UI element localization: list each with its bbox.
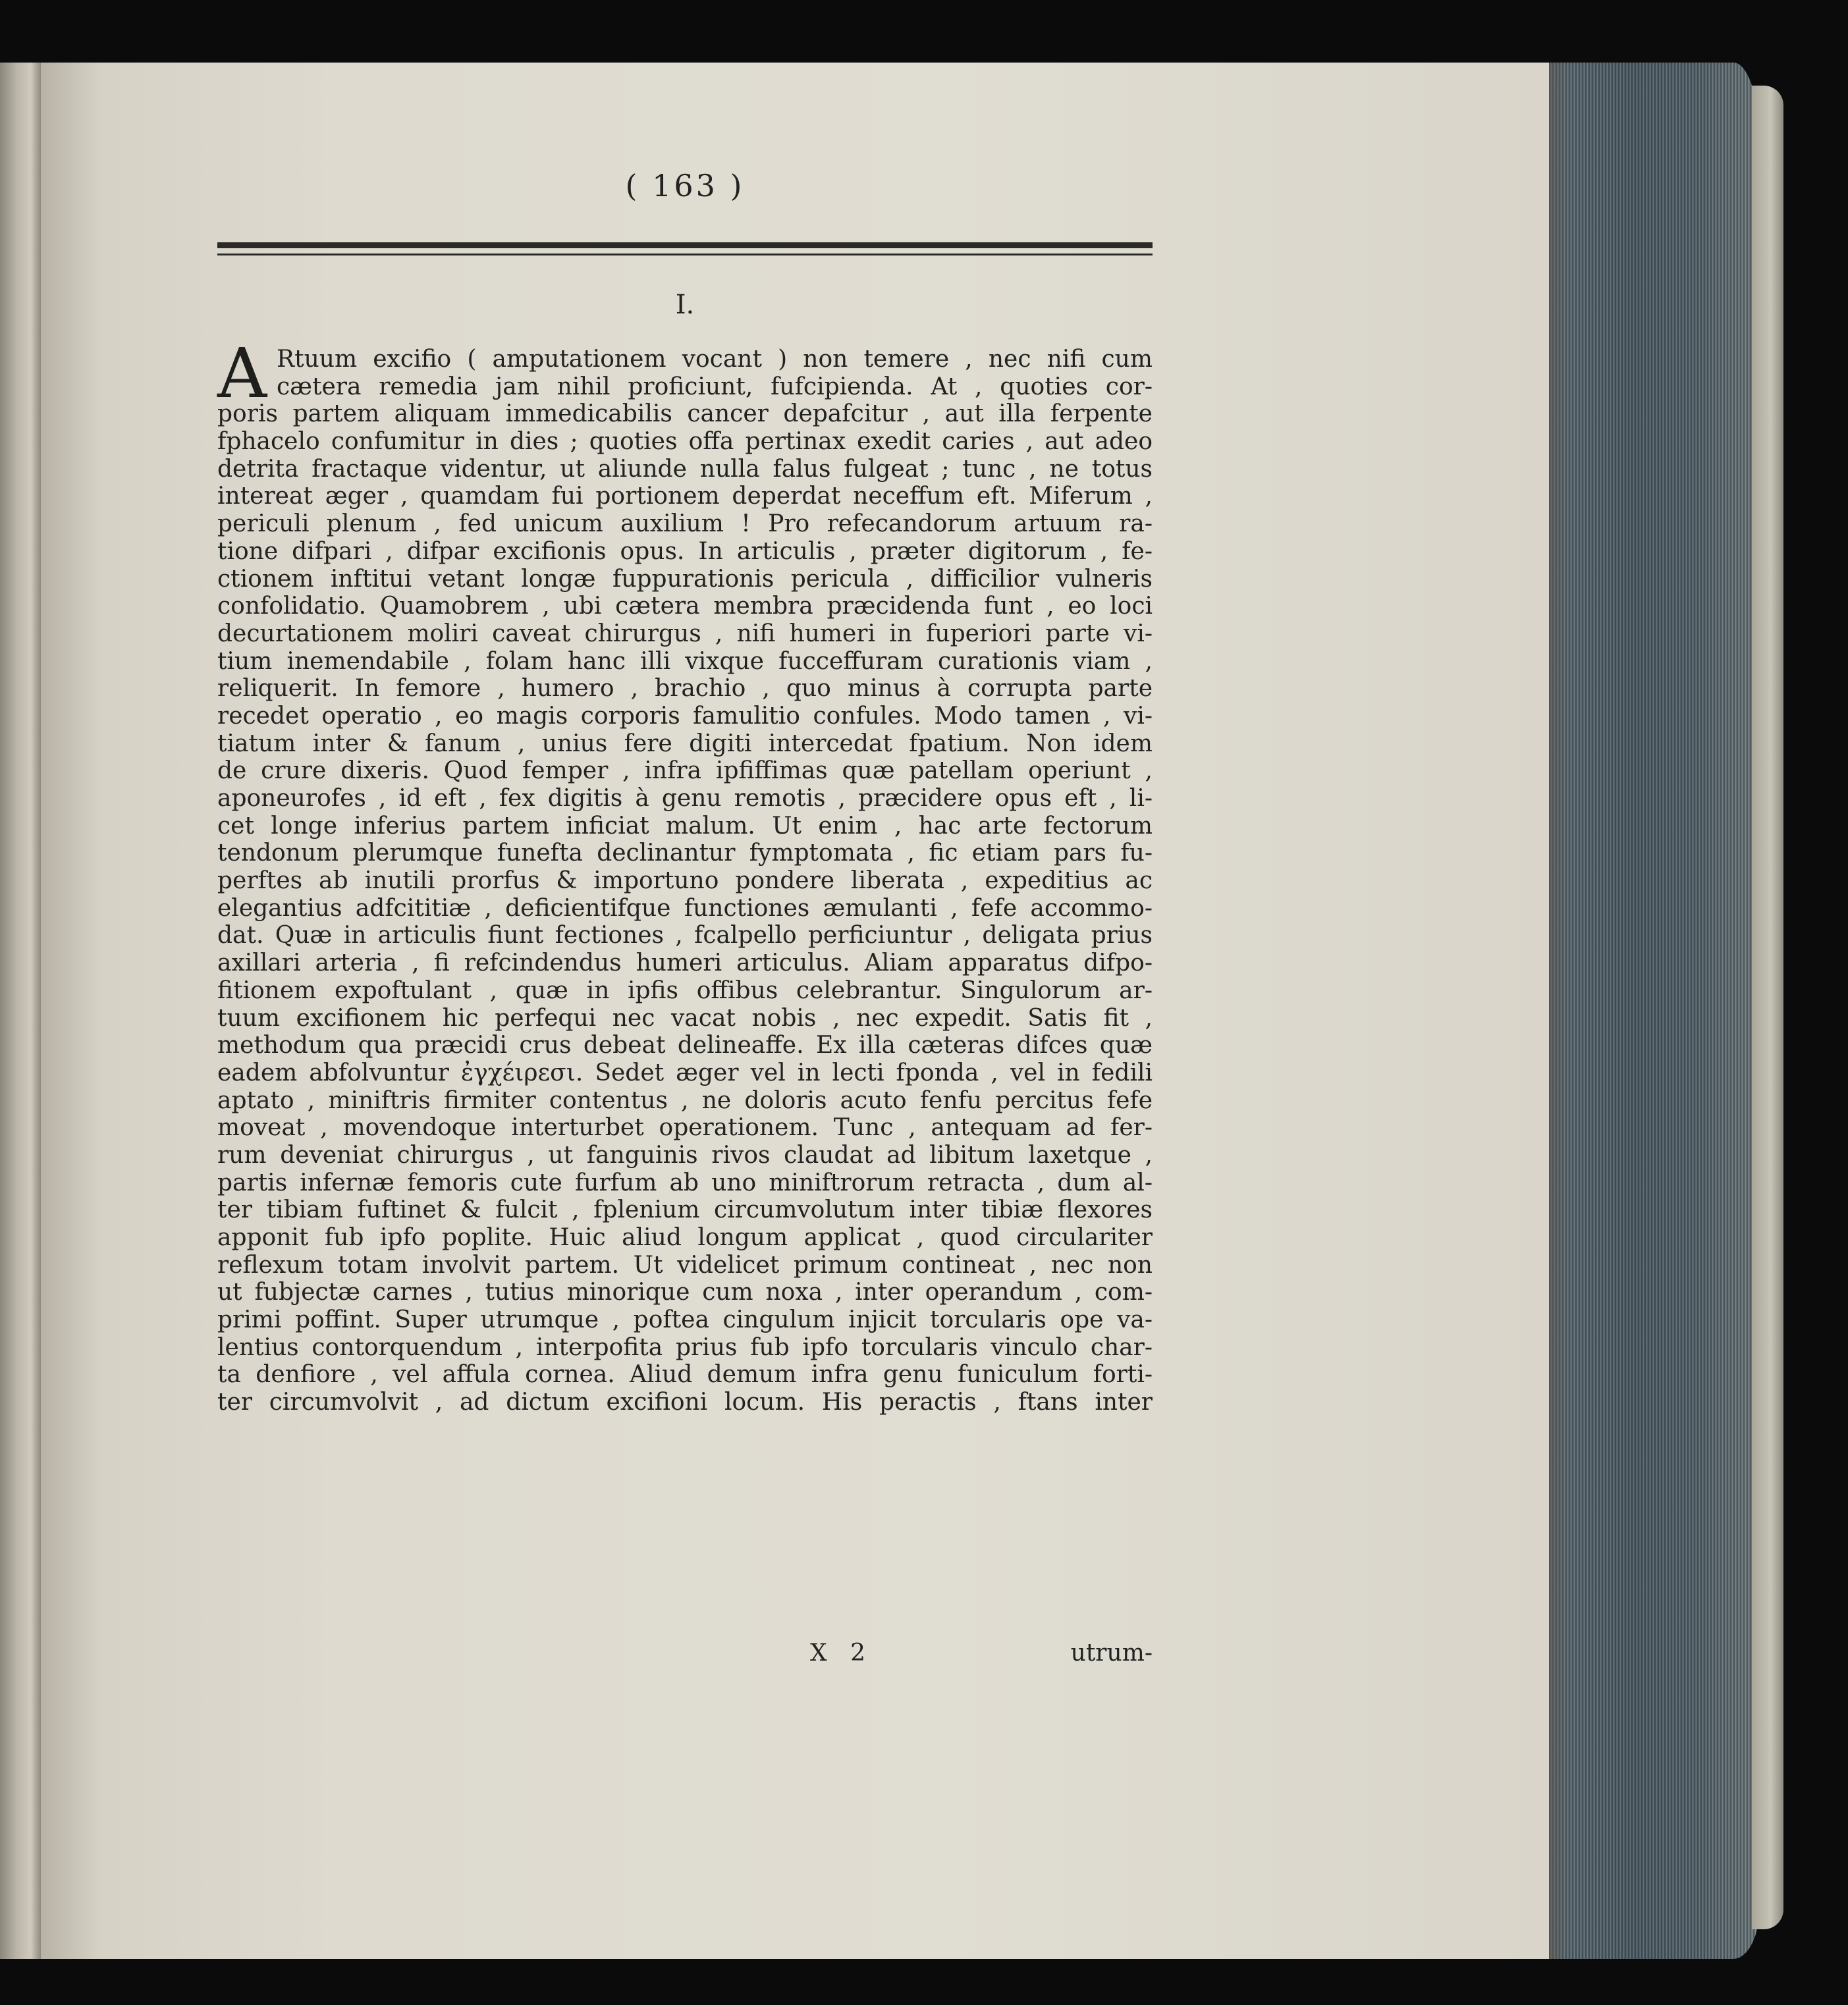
text-line: methodum qua præcidi crus debeat delineaffe. Ex illa cæteras difces quæ: [217, 1032, 1153, 1059]
page-block-fore-edge: [1549, 63, 1760, 1959]
drop-cap: A: [217, 333, 267, 414]
cover-edge: [1752, 86, 1783, 1929]
text-line: reflexum totam involvit partem. Ut videlicet primum contineat , nec non: [217, 1251, 1153, 1279]
text-line: reliquerit. In femore , humero , brachio , quo minus à corrupta parte: [217, 675, 1153, 703]
signature-mark: X 2: [810, 1640, 873, 1667]
text-line: axillari arteria , fi refcindendus humeri articulus. Aliam apparatus difpo-: [217, 949, 1153, 977]
text-line: ter tibiam fuftinet & fulcit , fplenium circumvolutum inter tibiæ flexores: [217, 1196, 1153, 1224]
text-line: elegantius adfcititiæ , deficientifque functiones æmulanti , fefe accommo-: [217, 894, 1153, 922]
text-line: tium inemendabile , folam hanc illi vixque fucceffuram curationis viam ,: [217, 647, 1153, 675]
text-line: lentius contorquendum , interpofita prius fub ipfo torcularis vinculo char-: [217, 1333, 1153, 1361]
text-line: fitionem expoftulant , quæ in ipfis offibus celebrantur. Singulorum ar-: [217, 976, 1153, 1004]
text-line: ter circumvolvit , ad dictum excifioni locum. His peractis , ftans inter: [217, 1389, 1153, 1416]
text-line: aponeurofes , id eft , fex digitis à genu remotis , præcidere opus eft , li-: [217, 785, 1153, 812]
text-line: apponit fub ipfo poplite. Huic aliud longum applicat , quod circulariter: [217, 1224, 1153, 1251]
text-line: detrita fractaque videntur, ut aliunde nulla falus fulgeat ; tunc , ne totus: [217, 455, 1153, 483]
text-line: ta denfiore , vel affula cornea. Aliud demum infra genu funiculum forti-: [217, 1361, 1153, 1389]
text-line: ctionem inftitui vetant longæ fuppurationis pericula , difficilior vulneris: [217, 565, 1153, 593]
text-line: fphacelo confumitur in dies ; quoties offa pertinax exedit caries , aut adeo: [217, 428, 1153, 456]
text-line: tendonum plerumque funefta declinantur fymptomata , fic etiam pars fu-: [217, 840, 1153, 867]
text-line: aptato , miniftris firmiter contentus , ne doloris acuto fenfu percitus fefe: [217, 1086, 1153, 1114]
page-footer: [217, 1640, 1153, 1669]
text-line: moveat , movendoque interturbet operationem. Tunc , antequam ad fer-: [217, 1114, 1153, 1142]
text-line: decurtationem moliri caveat chirurgus , nifi humeri in fuperiori parte vi-: [217, 620, 1153, 647]
header-rule-thick: [217, 242, 1153, 248]
page-number: ( 163 ): [625, 168, 745, 203]
left-page-edge: [0, 63, 41, 1959]
section-number: I.: [675, 290, 695, 320]
text-line: recedet operatio , eo magis corporis famulitio confules. Modo tamen , vi-: [217, 702, 1153, 730]
text-line: intereat æger , quamdam fui portionem deperdat neceffum eft. Miferum ,: [217, 483, 1153, 510]
text-line: Rtuum excifio ( amputationem vocant ) non temere , nec nifi cum: [277, 346, 1153, 373]
text-line: primi poffint. Super utrumque , poftea cingulum injicit torcularis ope va-: [217, 1306, 1153, 1334]
text-line: perftes ab inutili prorfus & importuno pondere liberata , expeditius ac: [217, 867, 1153, 895]
text-line: tiatum inter & fanum , unius fere digiti intercedat fpatium. Non idem: [217, 730, 1153, 757]
text-line: cet longe inferius partem inficiat malum. Ut enim , hac arte fectorum: [217, 812, 1153, 840]
text-line: eadem abfolvuntur ἐγχέιρεσι. Sedet æger vel in lecti fponda , vel in fedili: [217, 1059, 1153, 1086]
text-line: confolidatio. Quamobrem , ubi cætera membra præcidenda funt , eo loci: [217, 593, 1153, 620]
text-line: rum deveniat chirurgus , ut fanguinis rivos claudat ad libitum laxetque ,: [217, 1141, 1153, 1169]
text-line: periculi plenum , fed unicum auxilium ! Pro refecandorum artuum ra-: [217, 510, 1153, 538]
body-text: [217, 333, 1153, 1416]
catchword: utrum-: [1070, 1640, 1153, 1667]
text-lines: [217, 346, 1153, 1416]
header-rule-thin: [217, 254, 1153, 255]
text-line: de crure dixeris. Quod femper , infra ipfiffimas quæ patellam operiunt ,: [217, 757, 1153, 785]
text-line: cætera remedia jam nihil proficiunt, fufcipienda. At , quoties cor-: [277, 373, 1153, 400]
gutter-shadow: [1549, 63, 1569, 1959]
text-line: tione difpari , difpar excifionis opus. In articulis , præter digitorum , fe-: [217, 537, 1153, 565]
text-line: partis infernæ femoris cute furfum ab uno miniftrorum retracta , dum al-: [217, 1169, 1153, 1196]
text-line: ut fubjectæ carnes , tutius minorique cum noxa , inter operandum , com-: [217, 1279, 1153, 1306]
text-line: dat. Quæ in articulis fiunt fectiones , fcalpello perficiuntur , deligata prius: [217, 922, 1153, 949]
text-line: poris partem aliquam immedicabilis cancer depafcitur , aut illa ferpente: [217, 400, 1153, 428]
text-line: tuum excifionem hic perfequi nec vacat nobis , nec expedit. Satis fit ,: [217, 1004, 1153, 1032]
